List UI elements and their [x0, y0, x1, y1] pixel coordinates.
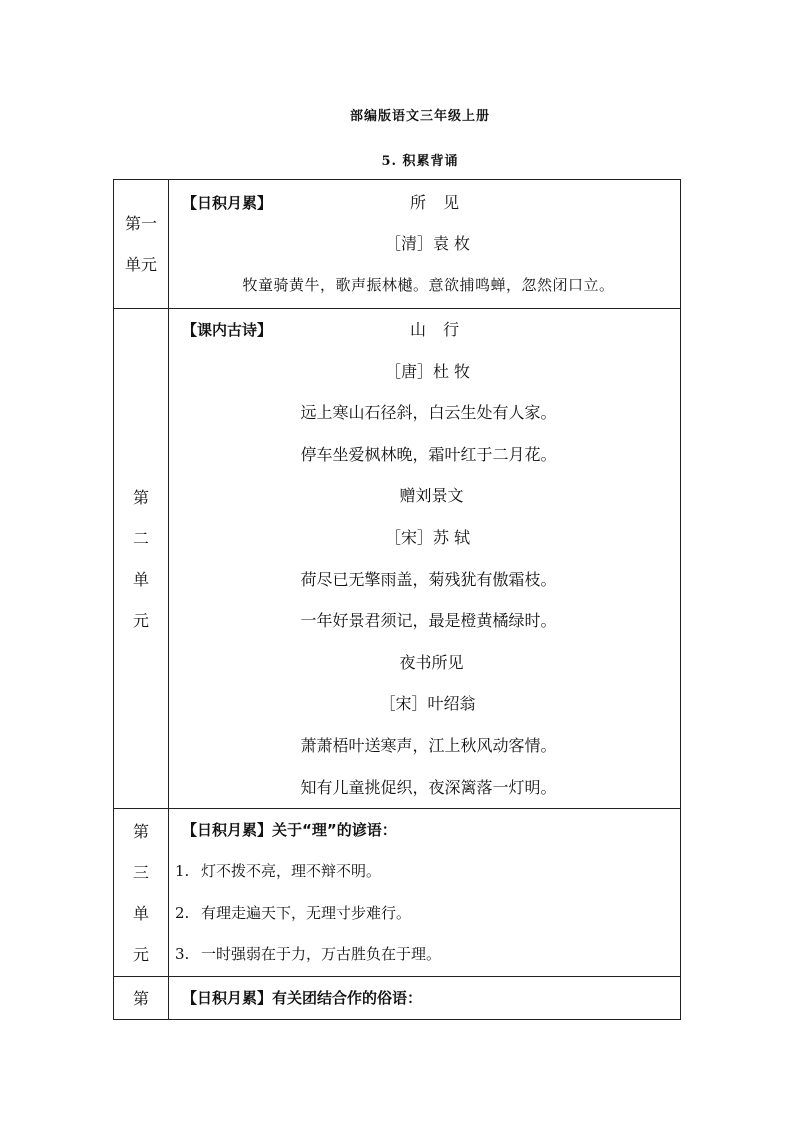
unit-label-cell	[114, 180, 169, 309]
item-text: 一时强弱在于力，万古胜负在于理。	[201, 945, 442, 964]
row-heading	[169, 309, 680, 351]
unit-label-line: 第一	[124, 214, 157, 233]
poem-title: 赠刘景文	[399, 486, 464, 506]
row-heading	[169, 182, 680, 224]
unit-label-cell	[114, 809, 169, 977]
poem-line: 一年好景君须记，最是橙黄橘绿时。	[300, 611, 557, 631]
unit-row-4	[114, 977, 681, 1020]
poem-line: 知有儿童挑促织，夜深篱落一灯明。	[300, 777, 557, 797]
section-tag: 【日积月累】	[182, 193, 273, 212]
proverb-heading: 【日积月累】有关团结合作的俗语：	[182, 989, 423, 1008]
unit-label-cell	[114, 309, 169, 809]
poem-title: 夜书所见	[399, 652, 464, 672]
poem-line: 停车坐爱枫林晚，霜叶红于二月花。	[300, 444, 557, 464]
poem-author: ［唐］杜 牧	[384, 361, 471, 381]
unit-label-line: 单	[132, 569, 149, 589]
poem-author: ［清］袁 枚	[384, 234, 471, 254]
poem-line: 荷尽已无擎雨盖，菊残犹有傲霜枝。	[300, 569, 557, 589]
unit-label-line: 第	[132, 988, 149, 1008]
poem-title: 所 见	[410, 192, 466, 212]
unit-label-line: 元	[132, 610, 149, 630]
item-number: 2.	[175, 903, 190, 922]
section-subtitle: 5. 积累背诵	[381, 154, 459, 169]
proverb-heading: 【日积月累】关于“理”的谚语：	[182, 821, 397, 840]
item-text: 有理走遍天下，无理寸步难行。	[201, 903, 412, 922]
poem-title: 山 行	[410, 320, 466, 339]
proverb-item	[169, 934, 680, 976]
document-title: 部编版语文三年级上册	[349, 109, 490, 124]
unit-label-line: 第	[132, 487, 149, 507]
unit-content-cell	[169, 809, 681, 977]
unit-label-line: 三	[132, 862, 149, 882]
unit-label-line: 单	[132, 903, 149, 923]
unit-label-cell	[114, 977, 169, 1020]
unit-label-line: 元	[132, 944, 149, 964]
unit-content-cell	[169, 309, 681, 809]
row-heading	[169, 977, 680, 1019]
unit-row-3	[114, 809, 681, 977]
poem-author: ［宋］叶绍翁	[379, 694, 476, 714]
proverb-item	[169, 893, 680, 935]
recitation-table	[113, 179, 681, 1020]
section-tag: 【课内古诗】	[182, 321, 273, 339]
poem-line: 萧萧梧叶送寒声，江上秋风动客情。	[300, 735, 557, 755]
unit-label-line: 第	[132, 821, 149, 841]
unit-row-2	[114, 309, 681, 809]
item-number: 3.	[175, 945, 190, 964]
unit-content-cell	[169, 977, 681, 1020]
item-text: 灯不拨不亮，理不辩不明。	[201, 862, 382, 881]
poem-line: 远上寒山石径斜，白云生处有人家。	[300, 403, 557, 423]
unit-label-line: 单元	[124, 255, 157, 274]
unit-content-cell	[169, 180, 681, 309]
unit-label-line: 二	[132, 528, 149, 548]
poem-author: ［宋］苏 轼	[384, 527, 471, 547]
proverb-item	[169, 851, 680, 893]
item-number: 1.	[175, 862, 190, 881]
unit-row-1	[114, 180, 681, 309]
poem-verse: 牧童骑黄牛，歌声振林樾。意欲捕鸣蝉，忽然闭口立。	[242, 275, 615, 294]
row-heading	[169, 809, 680, 851]
